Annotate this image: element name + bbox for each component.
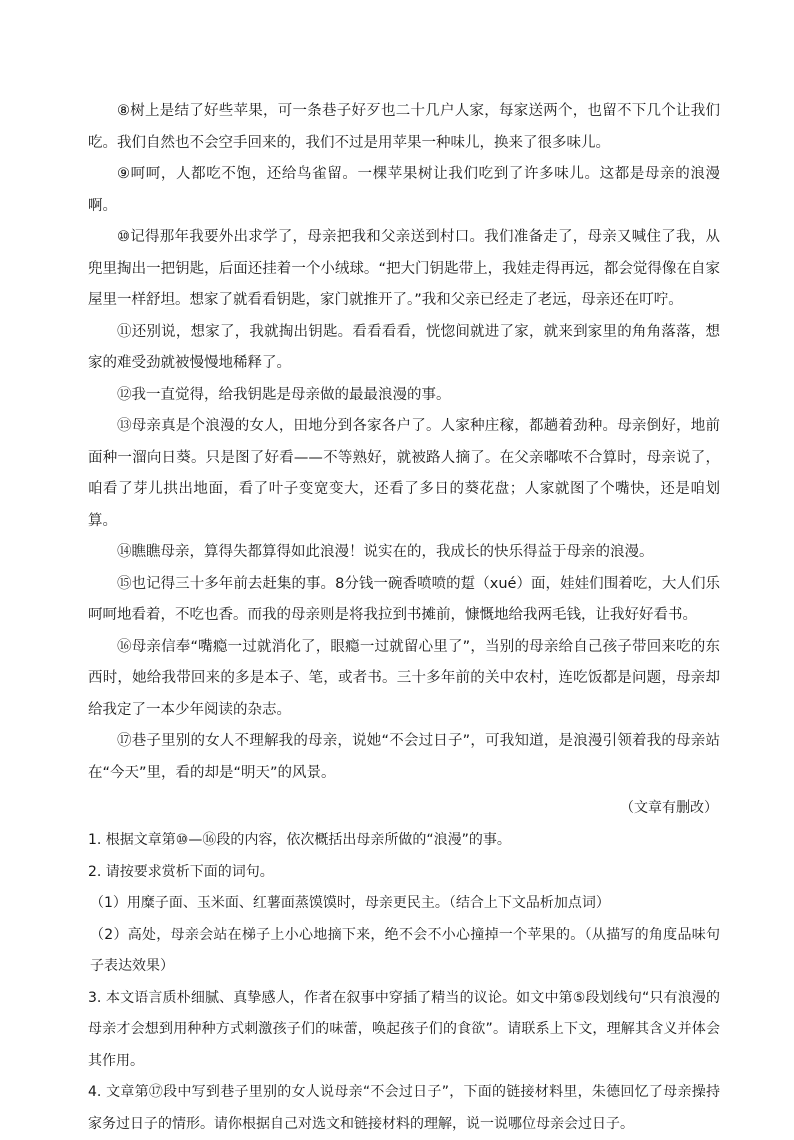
questions-list [88,825,720,1140]
paragraph-15: ⑮也记得三十多年前去赶集的事。8分钱一碗香喷喷的踅（xué）面，娃娃们围着吃，大人们乐呵呵地看着，不吃也香。而我的母亲则是将我拉到书摊前，慷慨地给我两毛钱，让我好好看书。 [88,575,720,623]
source-note: （文章有删改） [620,800,718,816]
paragraph-9: ⑨呵呵，人都吃不饱，还给鸟雀留。一棵苹果树让我们吃到了许多味儿。这都是母亲的浪漫啊。 [88,166,720,214]
article-body [88,96,720,789]
paragraph-10: ⑩记得那年我要外出求学了，母亲把我和父亲送到村口。我们准备走了，母亲又喊住了我，从兜里掏出一把钥匙，后面还挂着一个小绒球。“把大门钥匙带上，我娃走得再远，都会觉得像在自家屋里一样舒坦。想家了就看看钥匙，家门就推开了。”我和父亲已经走了老远，母亲还在叮咛。 [88,229,720,308]
paragraph-16: ⑯母亲信奉“嘴瘾一过就消化了，眼瘾一过就留心里了”，当别的母亲给自己孩子带回来吃的东西时，她给我带回来的多是本子、笔，或者书。三十多年前的关中农村，连吃饭都是问题，母亲却给我定了一本少年阅读的杂志。 [88,638,720,718]
paragraph-14: ⑭瞧瞧母亲，算得失都算得如此浪漫！说实在的，我成长的快乐得益于母亲的浪漫。 [117,544,654,560]
document-page [88,96,720,1140]
question-2: 2. 请按要求赏析下面的词句。 [88,863,274,880]
paragraph-17: ⑰巷子里别的女人不理解我的母亲，说她“不会过日子”，可我知道，是浪漫引领着我的母亲站在“今天”里，看的却是“明天”的风景。 [88,733,720,781]
question-2-part-2: （2）高处，母亲会站在梯子上小心地摘下来，绝不会不小心撞掉一个苹果的。（从描写的角度品味句子表达效果） [90,926,720,974]
paragraph-12: ⑫我一直觉得，给我钥匙是母亲做的最最浪漫的事。 [117,386,451,403]
question-4: 4. 文章第⑰段中写到巷子里别的女人说母亲“不会过日子”，下面的链接材料里，朱德回忆了母亲操持家务过日子的情形。请你根据自己对选文和链接材料的理解，说一说哪位母亲会过日子。 [88,1084,720,1132]
question-3: 3. 本文语言质朴细腻、真挚感人，作者在叙事中穿插了精当的议论。如文中第⑤段划线句“只有浪漫的母亲才会想到用种种方式刺激孩子们的味蕾，唤起孩子们的食欲”。请联系上下文，理解其含义并体会其作用。 [88,989,720,1069]
question-2-part-1: （1）用糜子面、玉米面、红薯面蒸馍馍时，母亲更民主。（结合上下文品析加点词） [90,895,610,911]
paragraph-11: ⑪还别说，想家了，我就掏出钥匙。看看看看，恍惚间就进了家，就来到家里的角角落落，想家的难受劲就被慢慢地稀释了。 [88,323,720,371]
paragraph-13: ⑬母亲真是个浪漫的女人，田地分到各家各户了。人家种庄稼，都趟着劲种。母亲倒好，地前面种一溜向日葵。只是图了好看——不等熟好，就被路人摘了。在父亲嘟哝不合算时，母亲说了，咱看了芽儿拱出地面，看了叶子变宽变大，还看了多日的葵花盘；人家就图了个嘴快，还是咱划算。 [88,418,720,529]
question-1: 1. 根据文章第⑩—⑯段的内容，依次概括出母亲所做的“浪漫”的事。 [88,832,511,848]
paragraph-8: ⑧树上是结了好些苹果，可一条巷子好歹也二十几户人家，每家送两个，也留不下几个让我们吃。我们自然也不会空手回来的，我们不过是用苹果一种味儿，换来了很多味儿。 [88,103,720,151]
